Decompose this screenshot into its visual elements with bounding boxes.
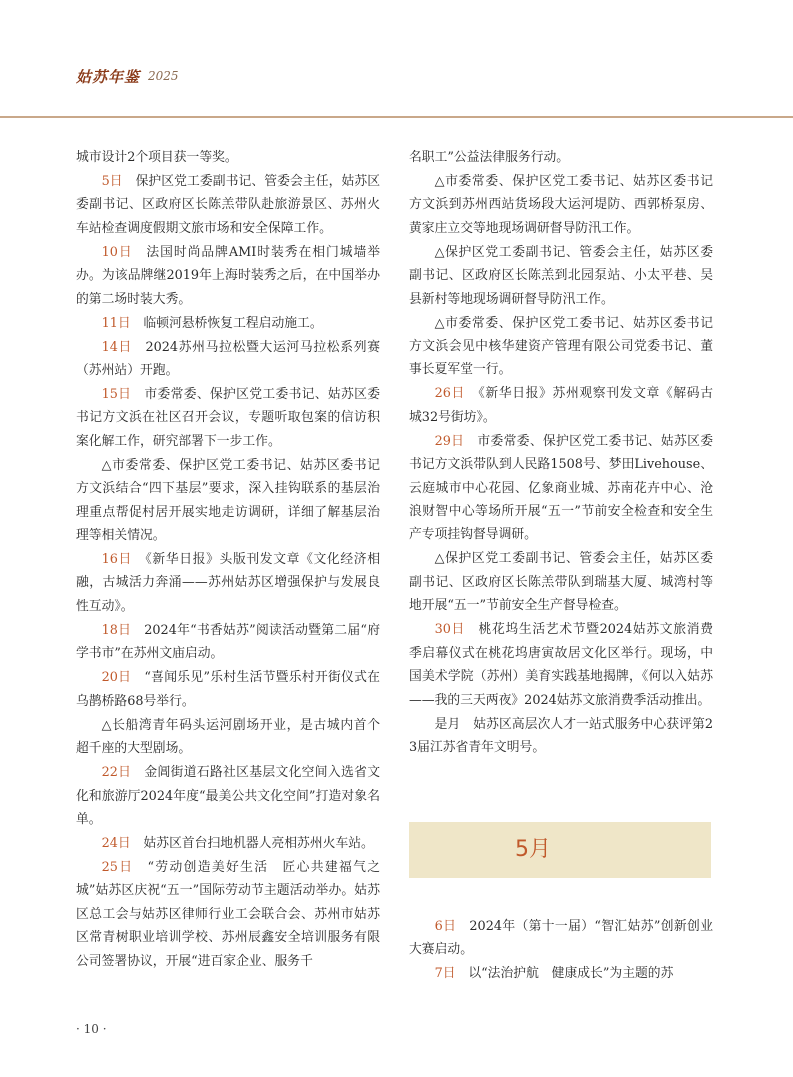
entry-paragraph	[76, 761, 380, 831]
entry-text: △市委常委、保护区党工委书记、姑苏区委书记方文浜结合“四下基层”要求，深入挂钩联系的基层治理重点帮促村居开展实地走访调研，详细了解基层治理等相关情况。	[76, 457, 380, 544]
entry-paragraph	[409, 547, 713, 617]
entry-date: 29日	[434, 433, 465, 449]
entry-text: 市委常委、保护区党工委书记、姑苏区委书记方文浜带队到人民路1508号、梦田Livehouse、云庭城市中心花园、亿象商业城、苏南花卉中心、沧浪财智中心等场所开展“五一”节前安全检查和安全生产专项挂钩督导调研。	[409, 433, 713, 543]
entry-paragraph	[76, 714, 380, 761]
entry-date: 10日	[101, 244, 133, 260]
entry-text: 临顿河悬桥恢复工程启动施工。	[143, 315, 323, 331]
entry-date: 是月	[434, 716, 461, 732]
entry-paragraph	[409, 430, 713, 547]
entry-date: 26日	[434, 386, 465, 402]
entry-text: △保护区党工委副书记、管委会主任，姑苏区委副书记、区政府区长陈羔带队到瑞基大厦、城湾村等地开展“五一”节前安全生产督导检查。	[409, 551, 713, 614]
entry-paragraph	[409, 713, 713, 760]
entry-text: 以“法治护航 健康成长”为主题的苏	[468, 966, 674, 982]
entry-date: 25日	[101, 859, 134, 875]
entry-date: 24日	[101, 835, 131, 851]
entry-text: 保护区党工委副书记、管委会主任，姑苏区委副书记、区政府区长陈羔带队赴旅游景区、苏州火车站检查调度假期文旅市场和安全保障工作。	[76, 174, 381, 236]
entry-date: 18日	[101, 622, 132, 638]
entry-date: 30日	[434, 622, 466, 638]
entry-paragraph	[76, 832, 380, 855]
right-column	[409, 146, 713, 760]
entry-date: 7日	[434, 966, 456, 982]
entry-paragraph	[76, 856, 380, 973]
entry-date: 14日	[101, 339, 133, 355]
entry-date: 5日	[101, 174, 123, 189]
left-column	[76, 146, 380, 974]
may-column	[409, 915, 713, 986]
entry-paragraph	[76, 146, 380, 169]
entry-date: 16日	[101, 552, 132, 568]
entry-text: 姑苏区首台扫地机器人亮相苏州火车站。	[143, 835, 374, 851]
entry-text: 姑苏区高层次人才一站式服务中心获评第23届江苏省青年文明号。	[409, 716, 714, 755]
entry-text: 2024苏州马拉松暨大运河马拉松系列赛（苏州站）开跑。	[76, 339, 380, 379]
entry-paragraph	[76, 619, 380, 666]
entry-paragraph	[409, 146, 713, 169]
month-heading: 5月	[515, 837, 551, 862]
entry-paragraph	[76, 548, 380, 618]
entry-text: △长船湾青年码头运河剧场开业，是古城内首个超千座的大型剧场。	[76, 717, 380, 757]
entry-paragraph	[76, 241, 380, 311]
entry-date: 15日	[101, 387, 132, 403]
entry-paragraph	[76, 312, 380, 335]
page-header	[0, 0, 793, 118]
entry-text: 《新华日报》苏州观察刊发文章《解码古城32号街坊》。	[409, 386, 713, 425]
entry-text: △保护区党工委副书记、管委会主任，姑苏区委副书记、区政府区长陈羔到北园泵站、小太平巷、吴县新村等地现场调研督导防汛工作。	[409, 244, 713, 307]
entry-paragraph	[76, 170, 380, 240]
entry-text: “喜闻乐见”乐村生活节暨乐村开街仪式在乌鹊桥路68号举行。	[76, 670, 380, 709]
entry-date: 22日	[101, 765, 132, 781]
entry-paragraph	[76, 383, 380, 453]
entry-text: 金阊街道石路社区基层文化空间入选省文化和旅游厅2024年度“最美公共文化空间”打造对象名单。	[76, 765, 380, 827]
entry-text: 2024年“书香姑苏”阅读活动暨第二届“府学书市”在苏州文庙启动。	[76, 622, 380, 662]
entry-paragraph	[409, 312, 713, 382]
entry-paragraph	[76, 454, 380, 548]
entry-text: 2024年（第十一届）“智汇姑苏”创新创业大赛启动。	[409, 919, 714, 958]
yearbook-title: 姑苏年鉴	[76, 68, 141, 86]
header-divider	[0, 116, 793, 118]
entry-paragraph	[409, 382, 713, 429]
entry-paragraph	[409, 962, 713, 985]
page-number: · 10 ·	[76, 1022, 107, 1036]
entry-text: “劳动创造美好生活 匠心共建福气之城”姑苏区庆祝“五一”国际劳动节主题活动举办。姑苏区总工会与姑苏区律师行业工会联合会、苏州市姑苏区常青树职业培训学校、苏州辰鑫安全培训服务有限公司签署协议，开展“进百家企业、服务千	[76, 859, 380, 969]
entry-paragraph	[76, 666, 380, 713]
entry-paragraph	[409, 618, 713, 712]
entry-text: 桃花坞生活艺术节暨2024姑苏文旅消费季启幕仪式在桃花坞唐寅故居文化区举行。现场，中国美术学院（苏州）美育实践基地揭牌，《何以入姑苏——我的三天两夜》2024姑苏文旅消费季活动推出。	[409, 622, 713, 708]
entry-date: 20日	[101, 670, 132, 686]
entry-date: 6日	[434, 919, 457, 934]
yearbook-year: 2025	[148, 69, 179, 83]
entry-text: 法国时尚品牌AMI时装秀在相门城墙举办。为该品牌继2019年上海时装秀之后，在中国举办的第二场时装大秀。	[76, 244, 380, 307]
entry-text: △市委常委、保护区党工委书记、姑苏区委书记方文浜到苏州西站货场段大运河堤防、西郭桥泵房、黄家庄立交等地现场调研督导防汛工作。	[409, 174, 713, 236]
entry-paragraph	[409, 241, 713, 311]
entry-date: 11日	[101, 315, 131, 331]
entry-text: 市委常委、保护区党工委书记、姑苏区委书记方文浜在社区召开会议，专题听取包案的信访积案化解工作，研究部署下一步工作。	[76, 387, 380, 449]
entry-text: 名职工”公益法律服务行动。	[409, 150, 570, 165]
entry-paragraph	[409, 170, 713, 240]
month-heading-box	[409, 822, 711, 878]
entry-text: △市委常委、保护区党工委书记、姑苏区委书记方文浜会见中核华建资产管理有限公司党委书记、董事长夏军堂一行。	[409, 315, 713, 378]
entry-paragraph	[409, 915, 713, 962]
entry-paragraph	[76, 336, 380, 383]
entry-text: 《新华日报》头版刊发文章《文化经济相融，古城活力奔涌——苏州姑苏区增强保护与发展良性互动》。	[76, 552, 380, 614]
entry-text: 城市设计2个项目获一等奖。	[76, 150, 238, 165]
